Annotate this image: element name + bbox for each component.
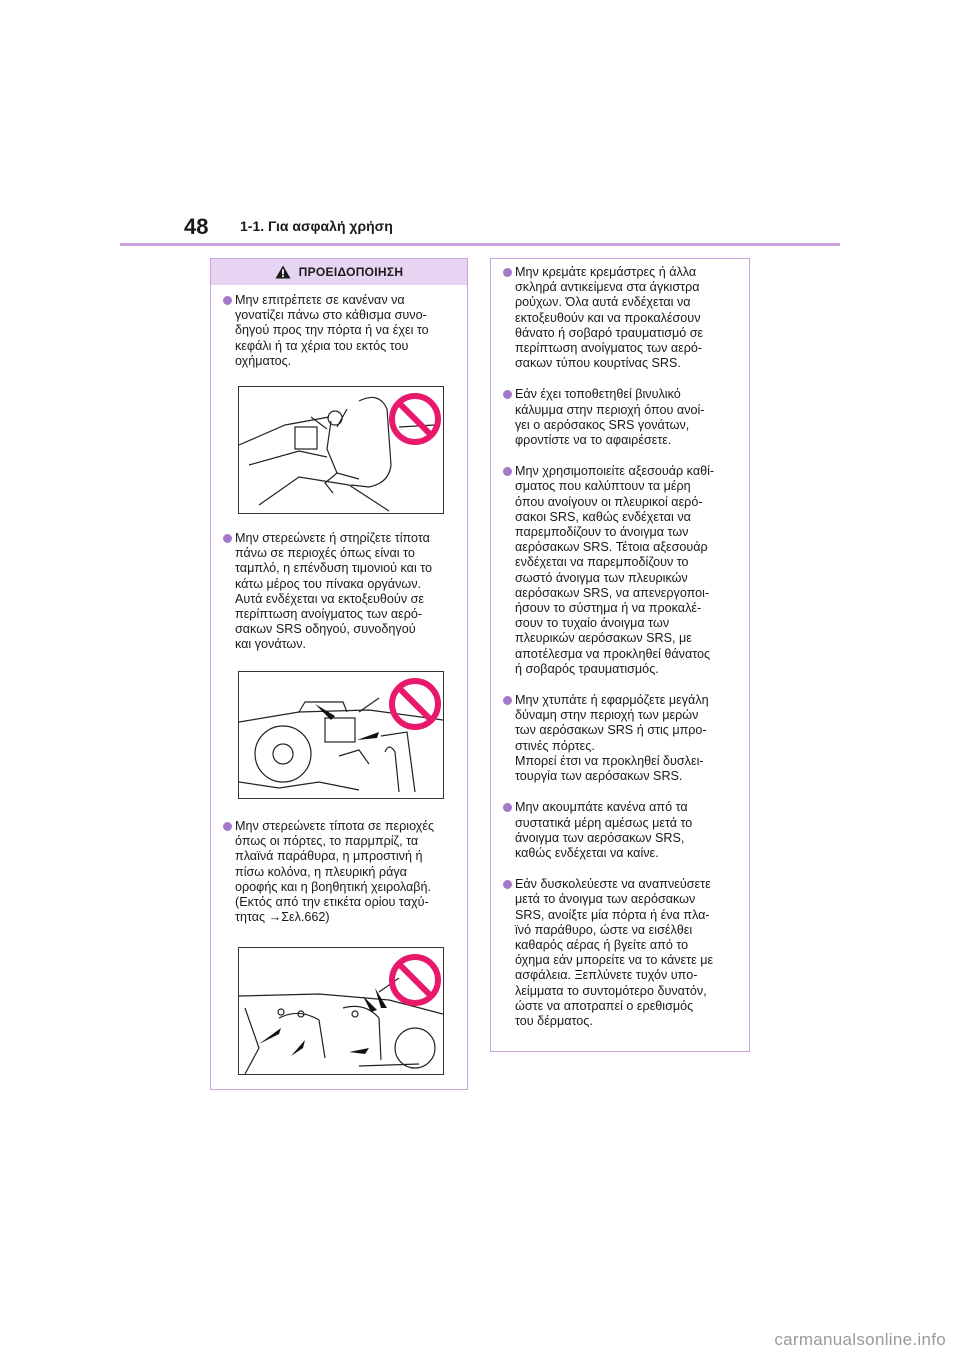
warning-box-left [210,258,468,1090]
warning-item: Μην στερεώνετε ή στηρίζετε τίποτα πάνω σε περιοχές όπως είναι το ταμπλό, η επένδυση τιμονιού και το κάτω μέρος του πίνακα οργάνων. Αυτά ενδέχεται να εκτοξευθούν σε περίπτωση ανοίγματος των αερό- σακων SRS οδηγού, συνοδηγού και γονάτων. [223,531,453,653]
page-number: 48 [184,214,209,239]
illustration-kneeling-on-seat [238,386,444,514]
warning-item: Μην κρεμάτε κρεμάστρες ή άλλα σκληρά αντικείμενα στα άγκιστρα ρούχων. Όλα αυτά ενδέχεται να εκτοξευθούν και να προκαλέσουν θάνατο ή σοβαρό τραυματισμό σε περίπτωση ανοίγματος των αερό- σακων τύπου κουρτίνας SRS. [503,265,735,371]
watermark-logo: carmanualsonline.info [774,1330,946,1349]
warning-triangle-icon [275,265,291,279]
warning-item: Μην χρησιμοποιείτε αξεσουάρ καθί- σματος που καλύπτουν τα μέρη όπου ανοίγουν οι πλευρικοί αερό- σακοι SRS, καθώς ενδέχεται να παρεμποδίζουν το άνοιγμα των αερόσακων SRS. Τέτοια αξεσουάρ ενδέχεται να παρεμποδίζουν το σωστό άνοιγμα των πλευρικών αερόσακων SRS, να απενεργοποι- ήσουν το σύστημα ή να προκαλέ- σουν το τυχαίο άνοιγμα των πλευρικών αερόσακων SRS, με αποτέλεσμα να προκληθεί θάνατος ή σοβαρός τραυματισμός. [503,464,735,677]
warning-item: Μην ακουμπάτε κανένα από τα συστατικά μέρη αμέσως μετά το άνοιγμα των αερόσακων SRS, καθώς ενδέχεται να καίνε. [503,800,735,861]
section-title: 1-1. Για ασφαλή χρήση [240,218,393,234]
left-item-2-wrap [217,531,461,669]
illustration-cabin-interior [238,947,444,1075]
warning-box-right [490,258,750,1052]
prohibition-icon [392,681,438,727]
warning-title: ΠΡΟΕΙΔΟΠΟΙΗΣΗ [298,265,404,279]
prohibition-icon [392,396,438,442]
illustration-dashboard [238,671,444,799]
prohibition-icon [392,957,438,1003]
left-item-1-wrap [217,293,461,385]
warning-item: Μην χτυπάτε ή εφαρμόζετε μεγάλη δύναμη στην περιοχή των μερών των αερόσακων SRS ή στις μπρο- στινές πόρτες. Μπορεί έτσι να προκληθεί δυσλει- τουργία των αερόσακων SRS. [503,693,735,784]
warning-header [211,259,467,285]
warning-item: Εάν δυσκολεύεστε να αναπνεύσετε μετά το άνοιγμα των αερόσακων SRS, ανοίξτε μία πόρτα ή ένα πλα- ϊνό παράθυρο, ώστε να εισέλθει καθαρός αέρας ή βγείτε από το όχημα εάν μπορείτε να το κάνετε με ασφάλεια. Ξεπλύνετε τυχόν υπο- λείμματα το συντομότερο δυνατόν, ώστε να αποτραπεί ο ερεθισμός του δέρματος. [503,877,735,1029]
warning-item: Μην επιτρέπετε σε κανέναν να γονατίζει πάνω στο κάθισμα συνο- δηγού προς την πόρτα ή να έχει το κεφάλι ή τα χέρια του εκτός του οχήματος. [223,293,453,369]
header-rule [120,243,840,246]
warning-item: Εάν έχει τοποθετηθεί βινυλικό κάλυμμα στην περιοχή όπου ανοί- γει ο αερόσακος SRS γονάτων, φροντίστε να το αφαιρέσετε. [503,387,735,448]
right-items-wrap [497,265,743,1045]
left-item-3-wrap [217,819,461,941]
warning-item: Μην στερεώνετε τίποτα σε περιοχές όπως οι πόρτες, το παρμπρίζ, τα πλαϊνά παράθυρα, η μπροστινή ή πίσω κολόνα, η πλευρική ράγα οροφής και η βοηθητική χειρολαβή. (Εκτός από την ετικέτα ορίου ταχύ- τητας →Σελ.662) [223,819,453,925]
